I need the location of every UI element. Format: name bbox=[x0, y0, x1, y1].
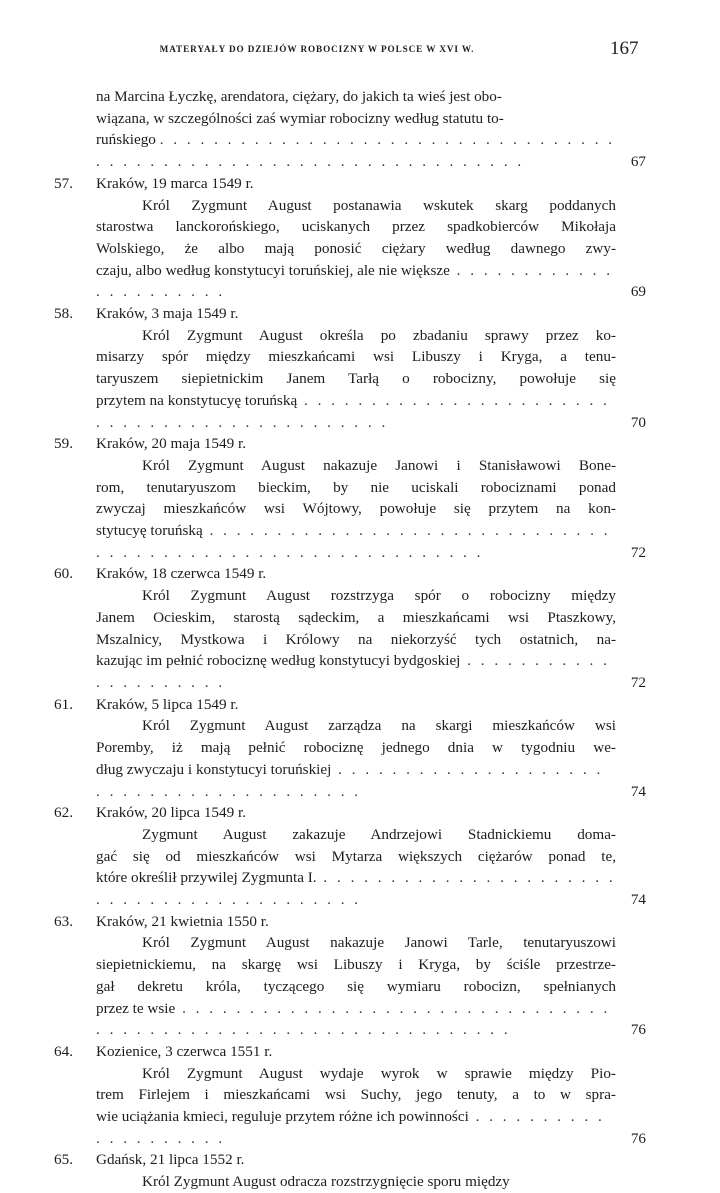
entry-page-ref: 76 bbox=[630, 1021, 646, 1039]
entry-text: kazując im pełnić robociznę według konstytucyi bydgoskiej bbox=[96, 652, 461, 670]
entry-text: które określił przywilej Zygmunta I. bbox=[96, 869, 317, 887]
entry-page-ref: 70 bbox=[630, 413, 646, 431]
entry-page-ref: 74 bbox=[630, 782, 646, 800]
intro-line-text: ruńskiego bbox=[96, 131, 156, 149]
entry-text-line: rom, tenutaryuszom bieckim, by nie uciskali robociznami ponad bbox=[96, 478, 616, 496]
entry-text-line bbox=[96, 390, 646, 433]
entry-page-ref: 72 bbox=[630, 673, 646, 691]
leader-dots: . . . . . . . . . . . . . . . . . . . . . . . . . . . . . . . . . . . . . . . . . . . . . . . . . . . . . . . . . . . bbox=[96, 522, 611, 561]
entry-text: czaju, albo według konstytucyi toruńskiej, ale nie większe bbox=[96, 261, 450, 279]
entry-number: 61. bbox=[54, 695, 73, 713]
entry-text-line bbox=[96, 260, 646, 303]
entry-text-line bbox=[96, 650, 646, 693]
entry-text-line: Król Zygmunt August nakazuje Janowi Tarle, tenutaryuszowi bbox=[142, 934, 616, 952]
intro-line-last bbox=[96, 129, 646, 172]
entry-text-line: taryuszem siepietnickim Janem Tarłą o robocizny, powołuje się bbox=[96, 370, 616, 388]
leader-dots: . . . . . . . . . . . . . . . . . . . . bbox=[96, 1108, 605, 1147]
entry-text: wie uciążania kmieci, reguluje przytem różne ich powinności bbox=[96, 1108, 469, 1126]
entry-text-line: siepietnickiemu, na skargę wsi Libuszy i Kryga, by ściśle przestrze- bbox=[96, 956, 616, 974]
running-header: MATERYAŁY DO DZIEJÓW ROBOCIZNY W POLSCE W XVI W. bbox=[159, 44, 475, 54]
entry-page-ref: 69 bbox=[630, 283, 646, 301]
intro-entry bbox=[96, 86, 646, 173]
entry-text: przez te wsie bbox=[96, 999, 176, 1017]
toc-entry bbox=[54, 303, 646, 433]
entry-text-line: Król Zygmunt August zarządza na skargi mieszkańców wsi bbox=[142, 717, 616, 735]
entry-text: przytem na konstytucyę toruńską bbox=[96, 391, 298, 409]
entry-number: 60. bbox=[54, 565, 73, 583]
toc-entry bbox=[54, 563, 646, 693]
leader-dots: . . . . . . . . . . . . . . . . . . . . . . . . . . . . . . . . . . . . . . . . . . . . . . . . . . . . . . . . . . . . . . . bbox=[96, 999, 611, 1039]
entry-text-line bbox=[96, 867, 646, 910]
entry-page-ref: 74 bbox=[630, 891, 646, 909]
entry-text-line: Król Zygmunt August odracza rozstrzygnięcie sporu między bbox=[142, 1173, 510, 1191]
entry-number: 62. bbox=[54, 804, 73, 822]
leader-dots: . . . . . . . . . . . . . . . . . . . . . . . . . . . . . . . . . . . . . . . . . . . . . bbox=[96, 391, 610, 431]
entry-number: 58. bbox=[54, 305, 73, 323]
leader-dots: . . . . . . . . . . . . . . . . . . . . . . . . . . . . . . . . . . . . . . . . bbox=[96, 760, 604, 800]
entry-number: 63. bbox=[54, 912, 73, 930]
entry-text-line: gał dekretu króla, tyczącego się wymiaru robocizn, spełnianych bbox=[96, 977, 616, 995]
leader-dots: . . . . . . . . . . . . . . . . . . . . . . . . . . . . . . . . . . . . . . . . . . . . . . . . . . . . . . . . . . . . . . . . . . bbox=[96, 131, 616, 171]
entry-place-date: Kraków, 20 maja 1549 r. bbox=[96, 435, 247, 453]
entry-place-date: Gdańsk, 21 lipca 1552 r. bbox=[96, 1151, 245, 1169]
entry-number: 65. bbox=[54, 1151, 73, 1169]
table-of-contents bbox=[54, 86, 646, 1193]
intro-line: wiązana, w szczególności zaś wymiar robocizny według statutu to- bbox=[96, 109, 504, 127]
entry-number: 64. bbox=[54, 1042, 73, 1060]
entry-text-line: Król Zygmunt August postanawia wskutek skarg poddanych bbox=[142, 196, 616, 214]
entry-place-date: Kraków, 20 lipca 1549 r. bbox=[96, 804, 247, 822]
entry-text-line: Poremby, iż mają pełnić robociznę jednego dnia w tygodniu we- bbox=[96, 739, 616, 757]
entry-place-date: Kraków, 3 maja 1549 r. bbox=[96, 305, 239, 323]
entry-text: dług zwyczaju i konstytucyi toruńskiej bbox=[96, 760, 332, 778]
toc-entry bbox=[54, 1041, 646, 1150]
entry-place-date: Kraków, 19 marca 1549 r. bbox=[96, 174, 254, 192]
leader-dots: . . . . . . . . . . . . . . . . . . . . . . bbox=[96, 261, 613, 301]
toc-entry bbox=[54, 802, 646, 911]
intro-line: na Marcina Łyczkę, arendatora, ciężary, do jakich ta wieś jest obo- bbox=[96, 88, 502, 105]
entry-text-line: Król Zygmunt August nakazuje Janowi i Stanisławowi Bone- bbox=[142, 456, 616, 474]
toc-entry bbox=[54, 173, 646, 303]
entry-text-line bbox=[96, 998, 646, 1041]
entry-text-line: Król Zygmunt August wydaje wyrok w sprawie między Pio- bbox=[142, 1064, 616, 1082]
entry-text-line: misarzy spór między mieszkańcami wsi Libuszy i Kryga, a tenu- bbox=[96, 348, 616, 366]
entry-place-date: Kozienice, 3 czerwca 1551 r. bbox=[96, 1042, 273, 1060]
entry-number: 59. bbox=[54, 435, 73, 453]
entry-place-date: Kraków, 21 kwietnia 1550 r. bbox=[96, 912, 269, 930]
entry-text-line: Król Zygmunt August określa po zbadaniu sprawy przez ko- bbox=[142, 326, 616, 344]
entry-text-line bbox=[96, 520, 646, 563]
toc-entry bbox=[54, 911, 646, 1041]
leader-dots: . . . . . . . . . . . . . . . . . . . . . bbox=[96, 652, 610, 691]
entry-place-date: Kraków, 5 lipca 1549 r. bbox=[96, 695, 239, 713]
entry-text-line: Janem Ocieskim, starostą sądeckim, a mieszkańcami wsi Ptaszkowy, bbox=[96, 608, 616, 626]
entry-text-line: Król Zygmunt August rozstrzyga spór o robocizny między bbox=[142, 587, 616, 605]
entry-text-line bbox=[96, 1106, 646, 1149]
toc-entry bbox=[54, 433, 646, 563]
entry-text-line bbox=[96, 759, 646, 802]
leader-dots: . . . . . . . . . . . . . . . . . . . . . . . . . . . . . . . . . . . . . . . . . . bbox=[96, 869, 616, 909]
toc-entry bbox=[54, 1149, 616, 1192]
entry-number: 57. bbox=[54, 174, 73, 192]
entry-page-ref: 76 bbox=[630, 1129, 646, 1147]
entry-text-line: Mszalnicy, Mystkowa i Królowy na niekorzyść tych ostatnich, na- bbox=[96, 630, 616, 648]
entry-page-ref: 72 bbox=[630, 543, 646, 561]
entry-text-line: Wolskiego, że albo mają ponosić ciężary według dawnego zwy- bbox=[96, 239, 616, 257]
entry-text-line: Zygmunt August zakazuje Andrzejowi Stadnickiemu doma- bbox=[142, 825, 616, 843]
entry-page-ref: 67 bbox=[630, 153, 646, 171]
entry-text-line: trem Firlejem i mieszkańcami wsi Suchy, jego tenuty, a to w spra- bbox=[96, 1086, 616, 1104]
entry-text: stytucyę toruńską bbox=[96, 522, 203, 540]
toc-entry bbox=[54, 694, 646, 803]
entry-text-line: gać się od mieszkańców wsi Mytarza większych ciężarów ponad te, bbox=[96, 847, 616, 865]
entry-place-date: Kraków, 18 czerwca 1549 r. bbox=[96, 565, 267, 583]
entry-text-line: starostwa lanckorońskiego, uciskanych przez spadkobierców Mikołaja bbox=[96, 218, 616, 236]
page-number: 167 bbox=[610, 38, 639, 59]
entry-text-line: zwyczaj mieszkańców wsi Wójtowy, powołuje się przytem na kon- bbox=[96, 500, 616, 518]
